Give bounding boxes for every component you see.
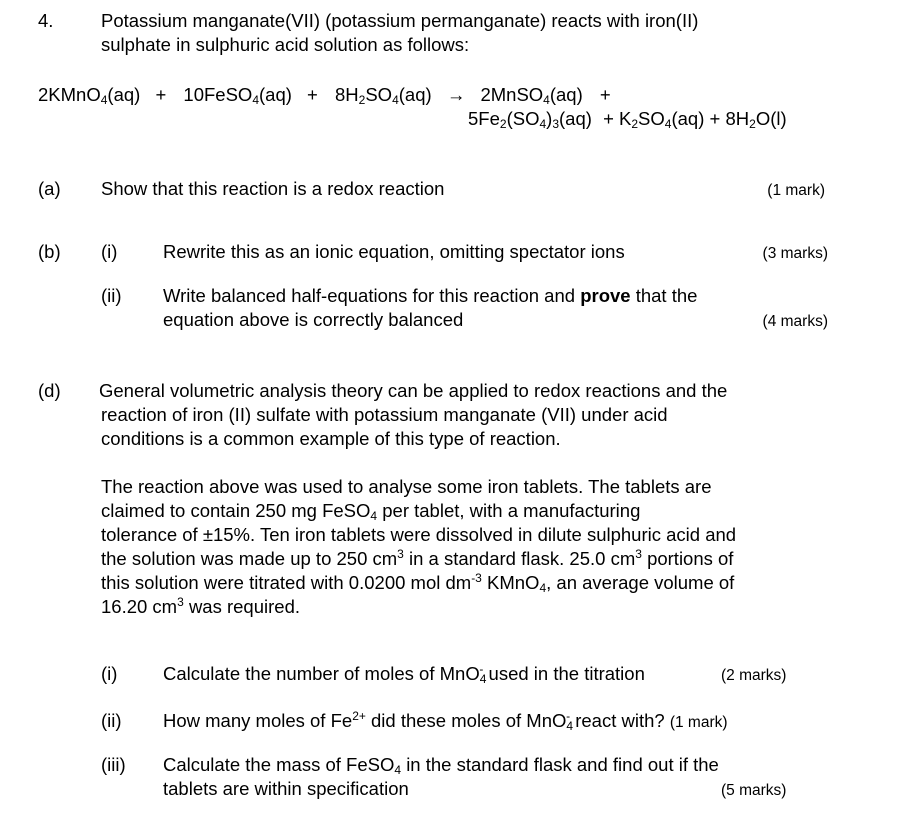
part-d-i-label: (i) [101,663,118,684]
part-a-label: (a) [38,178,61,199]
part-d-ii-label: (ii) [101,710,122,731]
part-d-ii-marks: (1 mark) [669,714,728,731]
part-d-iii-label: (iii) [101,754,126,775]
question-number: 4. [38,10,54,31]
plus-sign: + [307,84,318,105]
plus-sign: + [599,84,611,105]
reactant-feso4: 10FeSO$_4$(aq) [183,84,292,107]
reaction-arrow-icon: → [446,84,466,105]
plus-sign: + [155,84,167,105]
part-b-i-marks: (3 marks) [762,245,828,262]
equation-line-1 [38,83,611,107]
part-b-ii-text-line-2: equation above is correctly balanced [163,309,464,330]
plus-sign: + [709,108,721,129]
part-a-text: Show that this reaction is a redox reaction [101,178,445,199]
part-d-para2-line-4: the solution was made up to 250 $cm^3$ in a standard flask. 25.0 $cm^3$ portions of [101,547,734,569]
part-d-para2-line-5: this solution were titrated with 0.0200 mol $dm^{-3}$ KMnO$_4$, an average volume of [101,571,735,595]
product-h2o: $8H_2O(l)$ [725,108,787,131]
intro-line-2: sulphate in sulphuric acid solution as follows: [101,34,470,55]
part-d-para1-line-3: conditions is a common example of this type of reaction. [101,428,561,449]
part-b-ii-label: (ii) [101,285,122,306]
part-d-ii-text: How many moles of $Fe^{2+}$ did these moles of MnO$_4$- react with? (1 mark) [163,709,728,733]
part-d-para2-line-6: 16.20 $cm^3$ was required. [101,595,300,617]
part-d-i-marks: (2 marks) [721,667,787,684]
part-d-para2-line-3: tolerance of ±15%. Ten iron tablets were dissolved in dilute sulphuric acid and [101,524,737,545]
part-b-i-label: (i) [101,241,118,262]
part-a-marks: (1 mark) [767,182,825,199]
part-d-i-text: Calculate the number of moles of MnO$_4$- used in the titration [163,662,645,686]
part-d-para1-line-1: General volumetric analysis theory can be applied to redox reactions and the [99,380,728,401]
part-d-para2-line-2: claimed to contain 250 mg FeSO$_4$ per tablet, with a manufacturing [101,500,641,523]
product-k2so4: $K_2SO_4(aq)$ [619,108,705,131]
part-d-iii-text-line-2: tablets are within specification [163,778,409,799]
part-d-para2-line-1: The reaction above was used to analyse some iron tablets. The tablets are [101,476,712,497]
reactant-kmno4: 2KMnO$_4$(aq) [38,84,141,107]
part-d-label: (d) [38,380,61,401]
part-d-iii-text-line-1: Calculate the mass of FeSO$_4$ in the standard flask and find out if the [163,754,719,777]
part-b-ii-text-line-1: Write balanced half-equations for this reaction and prove that the [163,285,698,306]
part-b-label: (b) [38,241,61,262]
plus-sign: + [603,108,614,129]
emphasis-prove: prove [580,285,631,306]
part-d-para1-line-2: reaction of iron (II) sulfate with potassium manganate (VII) under acid [101,404,668,425]
intro-line-1: Potassium manganate(VII) (potassium permanganate) reacts with iron(II) [101,10,699,31]
reactant-h2so4: $8H_2SO_4(aq)$ [335,84,432,107]
product-fe2so43: $5Fe_2(SO_4)_3(aq)$ [468,108,592,131]
equation-line-2 [468,107,787,131]
part-d-iii-marks: (5 marks) [721,782,787,799]
product-mnso4: 2MnSO$_4$(aq) [480,84,583,107]
part-b-ii-marks: (4 marks) [762,313,828,330]
part-b-i-text: Rewrite this as an ionic equation, omitting spectator ions [163,241,625,262]
